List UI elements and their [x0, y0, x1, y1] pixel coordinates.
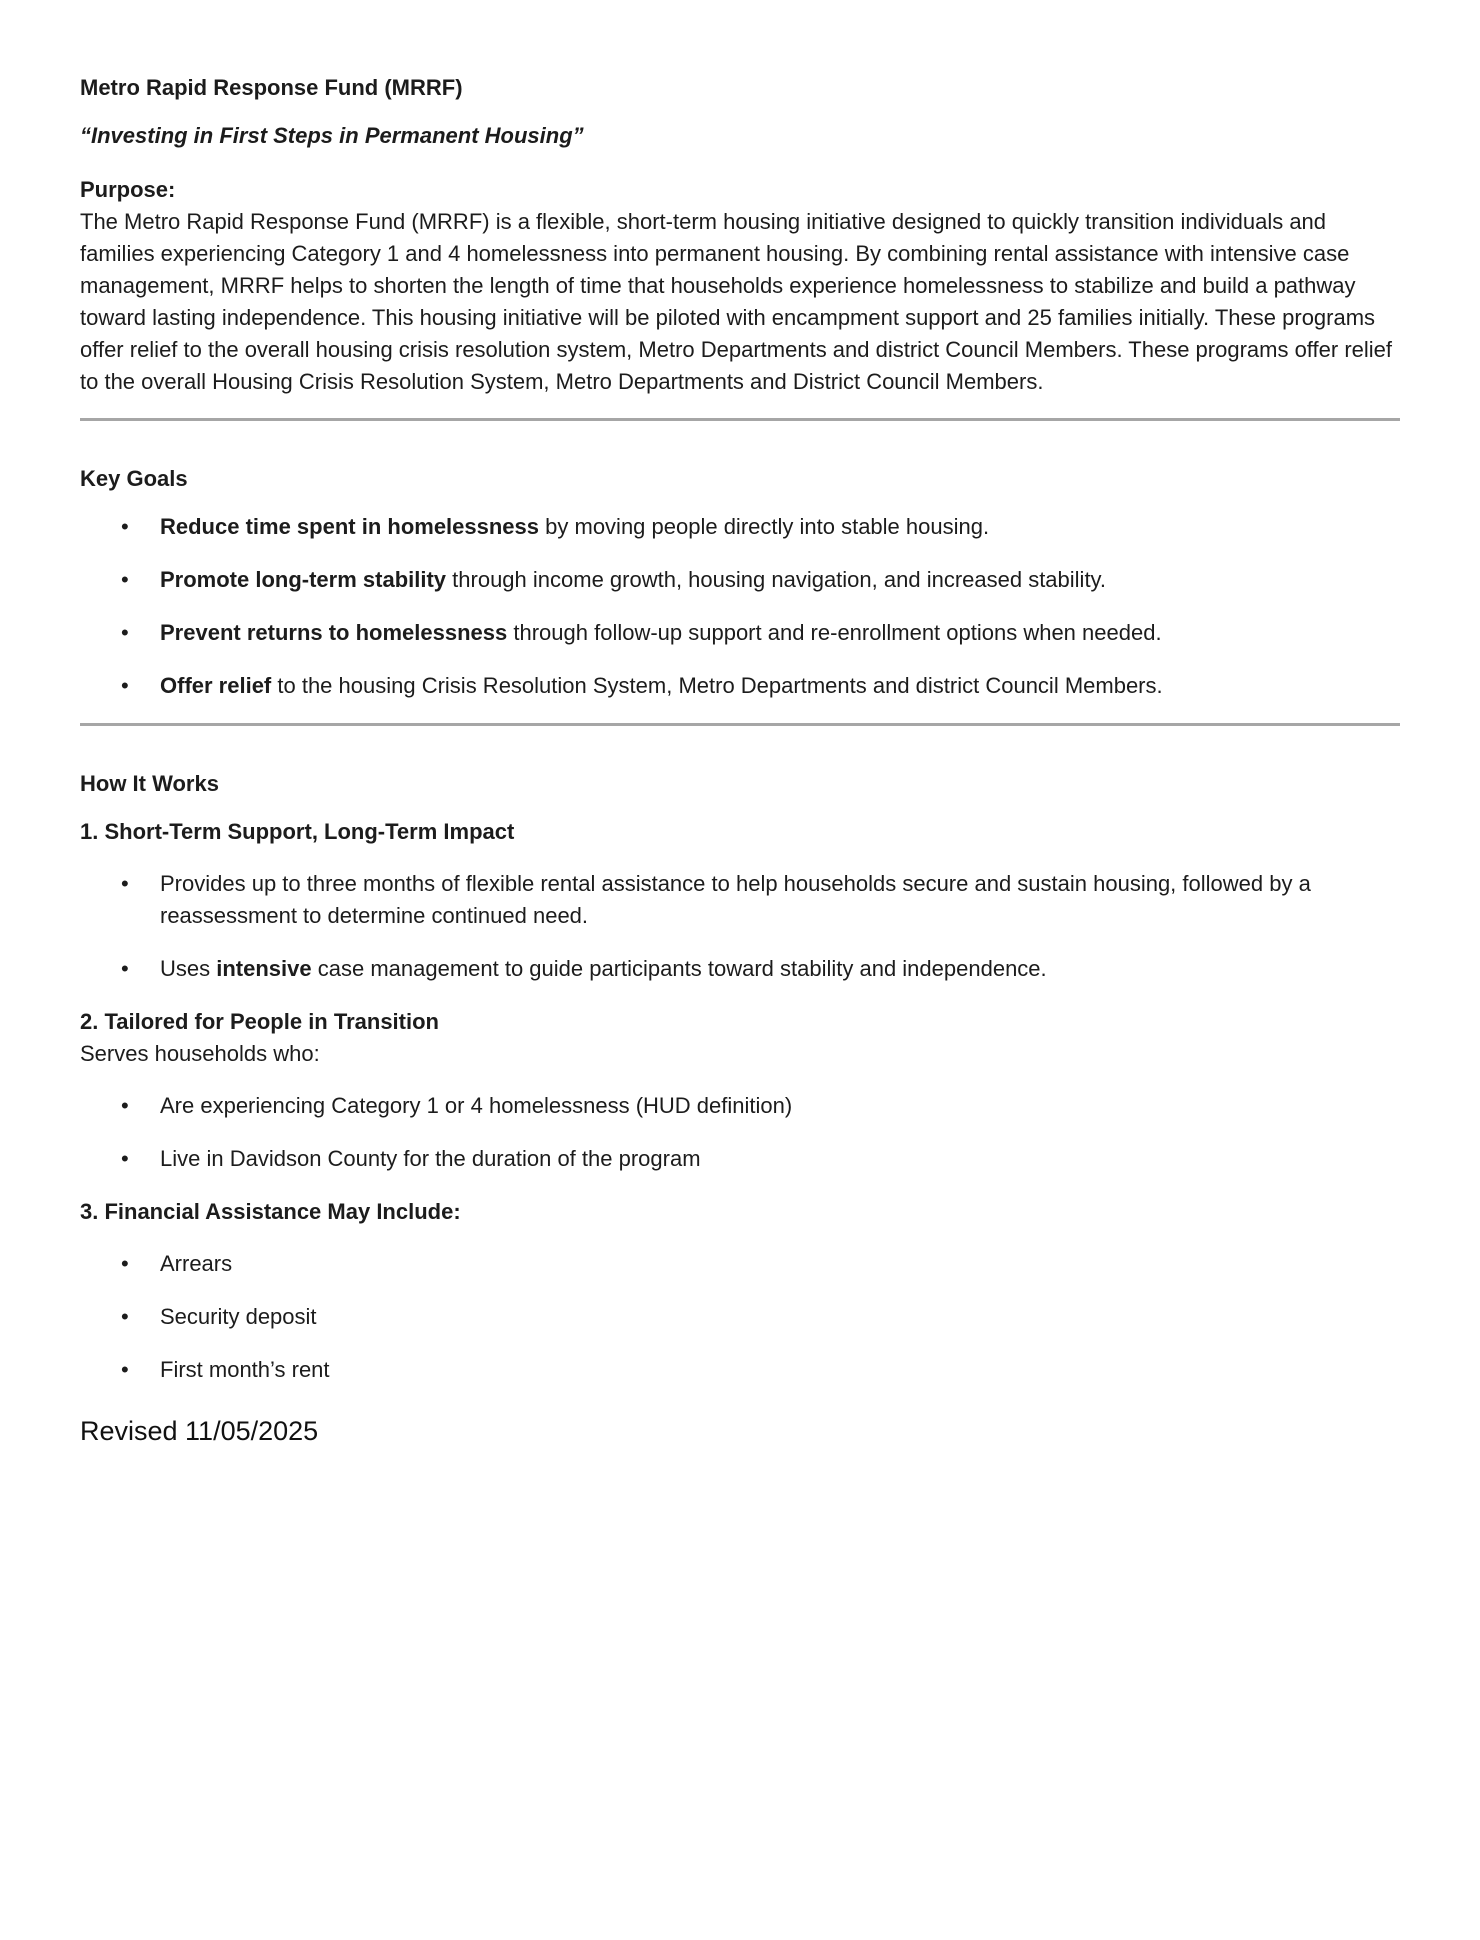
list-item — [80, 670, 1400, 702]
purpose-heading: Purpose: — [80, 177, 176, 202]
section1-list — [80, 868, 1400, 985]
section2-list — [80, 1090, 1400, 1175]
purpose-paragraph — [80, 174, 1400, 398]
list-item — [80, 1248, 1400, 1280]
bullet-icon: • — [121, 567, 129, 592]
list-item — [80, 511, 1400, 543]
section2-heading: 2. Tailored for People in Transition — [80, 1009, 439, 1034]
section3-heading: 3. Financial Assistance May Include: — [80, 1199, 461, 1224]
bullet-icon: • — [121, 673, 129, 698]
bullet-text: Security deposit — [160, 1304, 317, 1329]
section-divider — [80, 418, 1400, 421]
list-item — [80, 868, 1400, 932]
goal-lead-text: Prevent returns to homelessness — [160, 620, 508, 645]
list-item — [80, 1354, 1400, 1386]
bullet-text: Are experiencing Category 1 or 4 homelessness (HUD definition) — [160, 1093, 793, 1118]
goal-lead-text: Promote long-term stability — [160, 567, 447, 592]
bullet-icon: • — [121, 956, 129, 981]
bullet-icon: • — [121, 871, 129, 896]
bullet-bold-text: intensive — [216, 956, 312, 981]
bullet-text: case management to guide participants toward stability and independence. — [311, 956, 1047, 981]
bullet-icon: • — [121, 1357, 129, 1382]
goal-lead-text: Reduce time spent in homelessness — [160, 514, 540, 539]
key-goals-heading: Key Goals — [80, 466, 188, 491]
purpose-body: The Metro Rapid Response Fund (MRRF) is a flexible, short-term housing initiative designed to quickly transition individuals and families experiencing Category 1 and 4 homelessness into permanent housing. By combining rental assistance with intensive case management, MRRF helps to shorten the length of time that households experience homelessness to stabilize and build a pathway toward lasting independence. This housing initiative will be piloted with encampment support and 25 families initially. These programs offer relief to the overall housing crisis resolution system, Metro Departments and district Council Members. These programs offer relief to the overall Housing Crisis Resolution System, Metro Departments and District Council Members. — [80, 209, 1392, 394]
bullet-icon: • — [121, 620, 129, 645]
list-item — [80, 564, 1400, 596]
goal-rest-text: to the housing Crisis Resolution System, Metro Departments and district Council Members. — [271, 673, 1163, 698]
bullet-icon: • — [121, 514, 129, 539]
bullet-text: First month’s rent — [160, 1357, 330, 1382]
section2-intro: Serves households who: — [80, 1041, 320, 1066]
key-goals-list — [80, 511, 1400, 702]
bullet-icon: • — [121, 1093, 129, 1118]
section1-heading: 1. Short-Term Support, Long-Term Impact — [80, 819, 515, 844]
goal-rest-text: through follow-up support and re-enrollment options when needed. — [507, 620, 1162, 645]
bullet-icon: • — [121, 1304, 129, 1329]
revision-footer: Revised 11/05/2025 — [80, 1416, 319, 1446]
goal-lead-text: Offer relief — [160, 673, 272, 698]
section3-list — [80, 1248, 1400, 1386]
bullet-text: Provides up to three months of flexible rental assistance to help households secure and sustain housing, followed by a reassessment to determine continued need. — [160, 871, 1311, 928]
list-item — [80, 953, 1400, 985]
bullet-icon: • — [121, 1146, 129, 1171]
list-item — [80, 1090, 1400, 1122]
list-item — [80, 1143, 1400, 1175]
bullet-text: Uses — [160, 956, 217, 981]
list-item — [80, 617, 1400, 649]
bullet-text: Arrears — [160, 1251, 233, 1276]
section-divider — [80, 723, 1400, 726]
list-item — [80, 1301, 1400, 1333]
goal-rest-text: by moving people directly into stable housing. — [539, 514, 990, 539]
bullet-text: Live in Davidson County for the duration of the program — [160, 1146, 701, 1171]
document-title: Metro Rapid Response Fund (MRRF) — [80, 75, 463, 100]
how-it-works-heading: How It Works — [80, 771, 219, 796]
goal-rest-text: through income growth, housing navigation, and increased stability. — [446, 567, 1107, 592]
bullet-icon: • — [121, 1251, 129, 1276]
document-subtitle: “Investing in First Steps in Permanent Housing” — [80, 123, 584, 148]
